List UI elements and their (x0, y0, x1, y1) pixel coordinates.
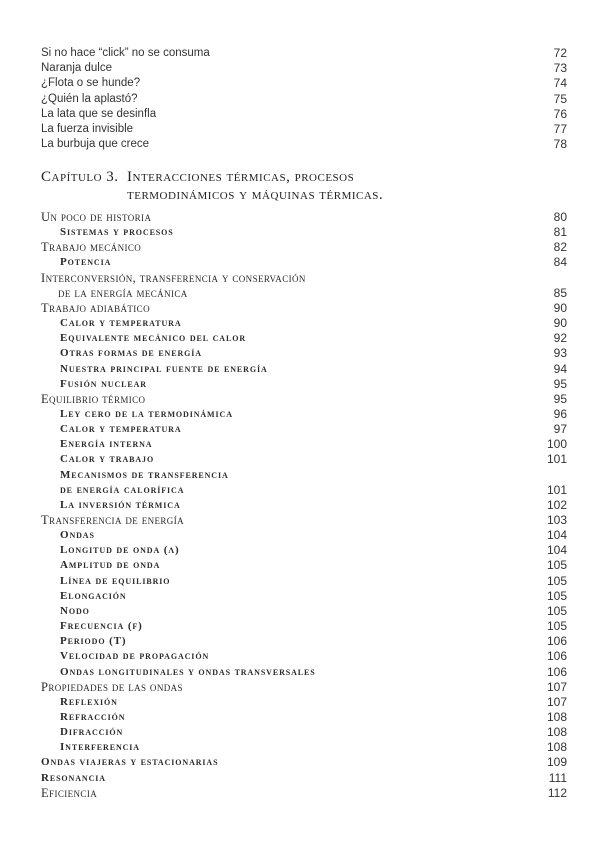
toc-entry (0, 46, 600, 61)
toc-subentry (0, 558, 600, 573)
toc-entry-label: Resonancia (41, 771, 106, 784)
toc-entry-page: 101 (546, 452, 567, 467)
toc-subentry (0, 619, 600, 634)
toc-entry-page: 95 (553, 391, 567, 406)
chapter-title-line1: Interacciones térmicas, procesos (127, 169, 355, 185)
toc-entry-page: 90 (553, 316, 567, 331)
toc-entry-page: 76 (553, 106, 567, 121)
toc-entry-page: 107 (546, 679, 567, 694)
toc-entry-page: 103 (546, 513, 567, 527)
toc-entry-label: Un poco de historia (41, 210, 152, 224)
toc-entry-page: 72 (553, 46, 567, 60)
toc-entry-page: 82 (553, 240, 567, 255)
toc-entry-label: Calor y temperatura (60, 423, 182, 436)
toc-entry-label: Trabajo adiabático (41, 300, 150, 315)
toc-entry (0, 210, 600, 225)
toc-entry-page: 78 (553, 137, 567, 152)
toc-entry-page: 105 (546, 619, 567, 634)
toc-entry-page: 108 (546, 725, 567, 740)
toc-entry (0, 513, 600, 528)
toc-entry-label: Frecuencia (f) (60, 620, 143, 633)
toc-entry-label: La fuerza invisible (41, 123, 134, 135)
toc-entry-label: Trabajo mecánico (41, 240, 142, 255)
toc-subentry (0, 331, 600, 346)
toc-entry-page: 96 (553, 406, 567, 421)
chapter-heading (41, 168, 541, 204)
toc-entry-label: Ondas viajeras y estacionarias (41, 756, 219, 769)
toc-entry (0, 76, 600, 91)
toc-subentry (0, 498, 600, 513)
toc-entry-label: Energía interna (60, 438, 153, 451)
toc-entry-page: 97 (553, 422, 567, 437)
toc-entry-label: Ondas longitudinales y ondas transversales (60, 665, 316, 678)
toc-entry-label: Difracción (60, 726, 124, 739)
toc-subentry (0, 377, 600, 392)
toc-entry-label: Refracción (60, 710, 126, 723)
toc-entry-label: Equivalente mecánico del calor (60, 332, 247, 345)
toc-subentry (0, 695, 600, 710)
toc-subentry (0, 710, 600, 725)
toc-subentry (0, 407, 600, 422)
toc-entry-label: Elongación (60, 589, 127, 602)
toc-entry-page: 100 (546, 437, 567, 452)
toc-entry-label: Velocidad de propagación (60, 650, 210, 663)
toc-entry-page: 92 (553, 331, 567, 346)
toc-entry-label: Otras formas de energía (60, 347, 202, 360)
toc-entry-label: Periodo (T) (60, 635, 127, 648)
toc-entry-label: Eficiencia (41, 785, 98, 800)
toc-entry-page: 108 (546, 740, 567, 755)
toc-subentry (0, 634, 600, 649)
toc-entry (0, 122, 600, 137)
toc-subentry (0, 604, 600, 619)
toc-entry-page: 109 (546, 755, 567, 770)
toc-entry-page: 95 (553, 376, 567, 391)
toc-entry-label: La burbuja que crece (41, 138, 150, 151)
toc-entry-page: 111 (548, 770, 567, 785)
toc-subentry (0, 528, 600, 543)
toc-entry-page: 105 (546, 588, 567, 603)
toc-entry-label: Naranja dulce (41, 62, 112, 75)
toc-subentry (0, 468, 600, 483)
toc-entry-page: 93 (553, 346, 567, 361)
toc-subentry (0, 725, 600, 740)
toc-subentry (0, 452, 600, 467)
toc-subentry (0, 665, 600, 680)
toc-entry-page: 106 (546, 634, 567, 649)
toc-entry (0, 240, 600, 255)
toc-entry-page: 80 (553, 210, 567, 224)
toc-entry-label: Amplitud de onda (60, 559, 161, 572)
toc-entry-label: ¿Flota o se hunde? (41, 77, 141, 90)
toc-entry-label: Mecanismos de transferencia (60, 468, 229, 481)
toc-entry-page: 74 (553, 76, 567, 91)
toc-entry-page: 104 (546, 543, 567, 558)
toc-entry-page: 106 (546, 649, 567, 664)
toc-entry-page: 90 (553, 300, 567, 315)
toc-entry-label: Longitud de onda (λ) (60, 544, 180, 557)
toc-entry-label: Línea de equilibrio (60, 574, 171, 587)
toc-subentry (0, 771, 600, 786)
toc-entry (0, 680, 600, 695)
toc-entry-page: 77 (553, 122, 567, 136)
toc-entry (0, 301, 600, 316)
toc-entry (0, 271, 600, 286)
toc-entry-page: 104 (546, 528, 567, 543)
toc-entry-label: Interconversión, transferencia y conservación (41, 270, 306, 285)
toc-entry-label: Potencia (60, 256, 112, 269)
toc-entry-label: Nodo (60, 604, 90, 617)
toc-subentry (0, 437, 600, 452)
toc-entry (0, 107, 600, 122)
toc-entry (0, 137, 600, 152)
toc-entry-label: Calor y trabajo (60, 453, 155, 466)
toc-entry-label: Si no hace “click” no se consuma (41, 47, 210, 59)
toc-entry-label: La inversión térmica (60, 498, 181, 511)
toc-subentry (0, 543, 600, 558)
toc-entry-label: Fusión nuclear (60, 377, 147, 390)
toc-entry-label: Sistemas y procesos (60, 226, 174, 239)
toc-entry (0, 286, 600, 301)
toc-entry-page: 102 (546, 497, 567, 512)
toc-entry (0, 392, 600, 407)
toc-entry-page: 105 (546, 558, 567, 573)
toc-entry-page: 107 (546, 694, 567, 709)
toc-entry-page: 105 (546, 603, 567, 618)
toc-entry-label: Ondas (60, 529, 95, 542)
toc-entry-label: de energía calorífica (60, 483, 185, 496)
toc-entry-page: 73 (553, 61, 567, 76)
toc-entry-page: 112 (547, 785, 567, 800)
toc-entry-page: 105 (546, 573, 567, 588)
toc-subentry (0, 346, 600, 361)
toc-entry-label: Calor y temperatura (60, 317, 182, 330)
toc-subentry (0, 255, 600, 270)
toc-entry-page: 75 (553, 91, 567, 106)
toc-entry-label: Nuestra principal fuente de energía (60, 362, 268, 375)
toc-entry-label: Propiedades de las ondas (41, 679, 183, 694)
toc-subentry (0, 589, 600, 604)
toc-entry-label: Equilibrio térmico (41, 391, 146, 406)
toc-subentry (0, 316, 600, 331)
chapter-title-line2: termodinámicos y máquinas térmicas. (127, 187, 384, 203)
toc-entry-page: 94 (553, 361, 567, 376)
toc-entry (0, 786, 600, 801)
toc-entry (0, 92, 600, 107)
toc-entry-page: 85 (553, 285, 567, 300)
chapter-number: Capítulo 3. (41, 169, 119, 185)
toc-entry-label: Transferencia de energía (41, 513, 184, 527)
toc-entry-label: ¿Quién la aplastó? (41, 92, 138, 105)
toc-entry-page: 101 (546, 482, 567, 497)
toc-entry-label: La lata que se desinfla (41, 107, 157, 120)
toc-subentry (0, 649, 600, 664)
toc-subentry (0, 574, 600, 589)
toc-entry-label: Ley cero de la termodinámica (60, 407, 233, 420)
toc-subentry (0, 225, 600, 240)
toc-subentry (0, 740, 600, 755)
toc-entry-page: 108 (546, 709, 567, 724)
toc-entry-page: 84 (553, 255, 567, 270)
toc-subentry (0, 422, 600, 437)
toc-subentry (0, 362, 600, 377)
toc-entry-label: Reflexión (60, 695, 118, 708)
toc-entry (0, 61, 600, 76)
toc-subentry (0, 755, 600, 770)
toc-entry-label: de la energía mecánica (58, 285, 188, 300)
toc-entry-page: 81 (553, 225, 567, 240)
toc-entry-label: Interferencia (60, 741, 140, 754)
toc-entry-page: 106 (546, 664, 567, 679)
toc-subentry (0, 483, 600, 498)
